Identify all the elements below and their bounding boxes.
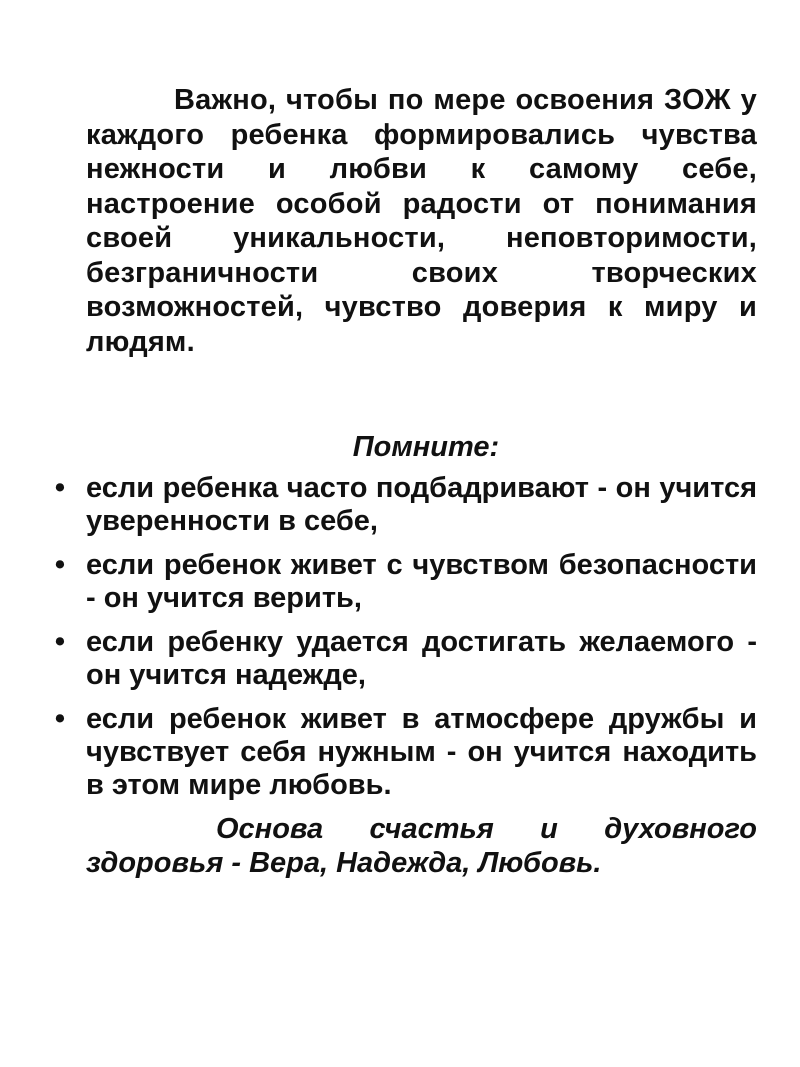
list-item-text: если ребенок живет в атмосфере дружбы и чувствует себя нужным - он учится находить в этом мире любовь. <box>86 703 757 801</box>
intro-paragraph: Важно, чтобы по мере освоения ЗОЖ у каждого ребенка формировались чувства нежности и любви к самому себе, настроение особой радости от понимания своей уникальности, неповторимости, безграничности своих творческих возможностей, чувство доверия к миру и людям. <box>86 84 757 358</box>
list-item <box>54 549 757 615</box>
bullet-icon: • <box>54 703 66 735</box>
bullet-icon: • <box>54 626 66 658</box>
list-item-text: если ребенка часто подбадривают - он учится уверенности в себе, <box>86 472 757 537</box>
list-item <box>54 703 757 802</box>
bullet-icon: • <box>54 549 66 581</box>
list-item-text: если ребенку удается достигать желаемого - он учится надежде, <box>86 626 757 691</box>
bullet-icon: • <box>54 472 66 504</box>
list-item <box>54 472 757 538</box>
remember-heading: Помните: <box>352 431 500 463</box>
list-item-text: если ребенок живет с чувством безопасности - он учится верить, <box>86 549 757 614</box>
advice-list <box>54 472 757 813</box>
conclusion-paragraph: Основа счастья и духовного здоровья - Вера, Надежда, Любовь. <box>86 813 757 879</box>
list-item <box>54 626 757 692</box>
